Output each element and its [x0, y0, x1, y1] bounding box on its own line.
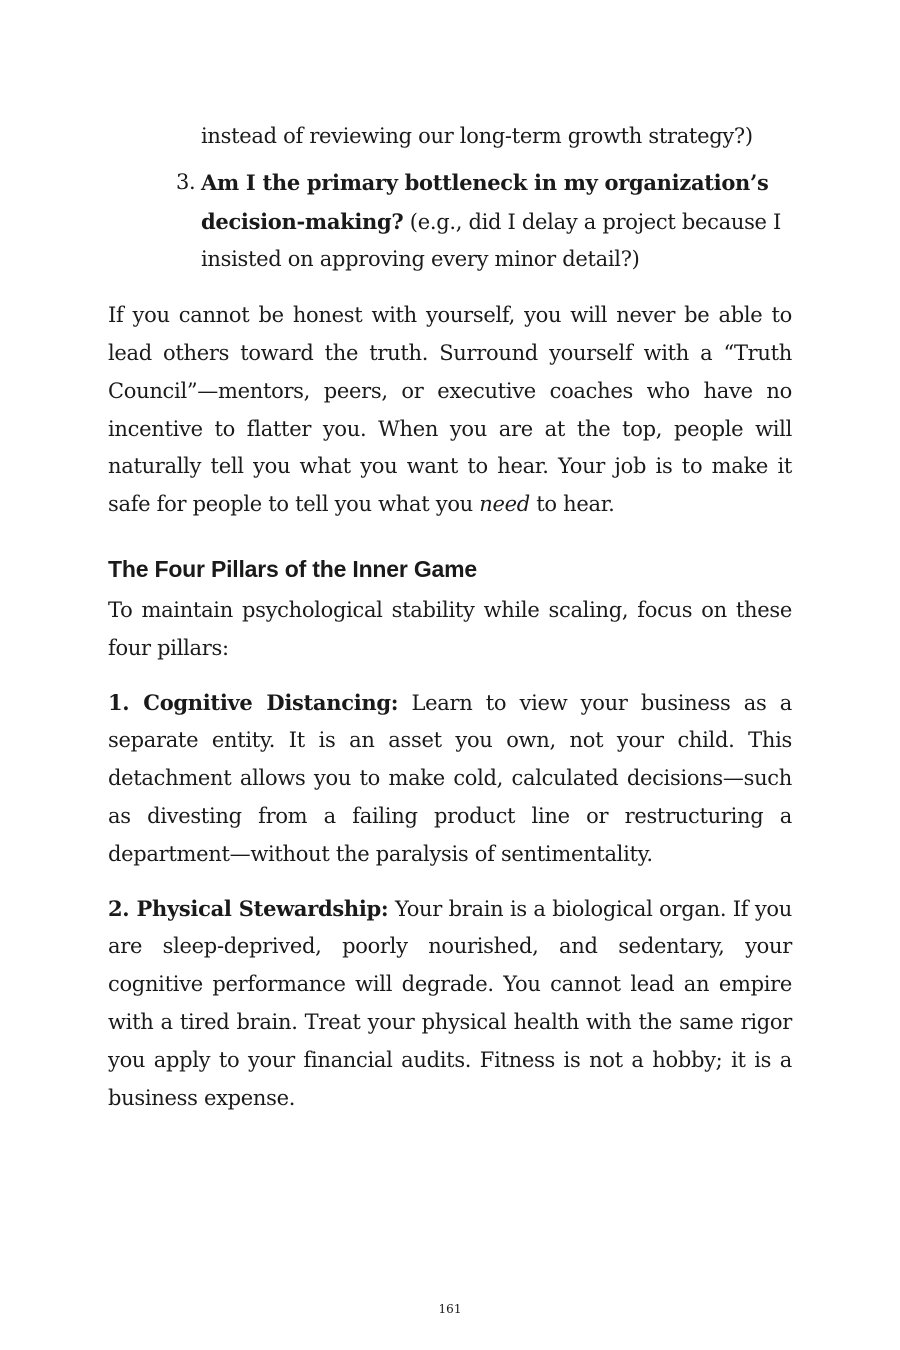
- list-item-continuation: instead of reviewing our long-term growth strategy?): [201, 124, 753, 148]
- page-content: [108, 118, 792, 1117]
- list-item-3: [176, 164, 792, 279]
- honesty-text: If you cannot be honest with yourself, you will never be able to lead others toward the truth. Surround yourself with a “Truth Council”—mentors, peers, or executive coaches who have no incentive to flatter you. When you are at the top, people will naturally tell you what you want to hear. Your job is to make it safe for people to tell you what you: [108, 303, 792, 517]
- section-intro: To maintain psychological stability while scaling, focus on these four pillars:: [108, 597, 792, 660]
- pillar-paragraph-2: [108, 890, 792, 1118]
- honesty-paragraph: [108, 297, 792, 524]
- pillar-text: Learn to view your business as a separate entity. It is an asset you own, not your child. This detachment allows you to make cold, calculated decisions—such as divesting from a failing product line or restructuring a department—without the paralysis of sentimentality.: [108, 690, 792, 866]
- pillar-paragraph-1: [108, 684, 792, 874]
- emphasis-need: need: [479, 492, 530, 517]
- list-item-text: (e.g., did I delay a project because I insisted on approving every minor detail?): [201, 209, 782, 272]
- pillar-title: 2. Physical Stewardship:: [108, 895, 389, 921]
- list-item-bold-question: Am I the primary bottleneck in my organization’s decision-making?: [201, 169, 769, 234]
- honesty-text-end: to hear.: [529, 492, 615, 517]
- pillar-title: 1. Cognitive Distancing:: [108, 689, 399, 715]
- page-number: 161: [438, 1302, 462, 1316]
- section-heading: The Four Pillars of the Inner Game: [108, 555, 477, 582]
- list-number: 3.: [176, 169, 196, 194]
- pillar-text: Your brain is a biological organ. If you are sleep-deprived, poorly nourished, and sedentary, your cognitive performance will degrade. You cannot lead an empire with a tired brain. Treat your physical health with the same rigor you apply to your financial audits. Fitness is not a hobby; it is a business expense.: [108, 896, 792, 1110]
